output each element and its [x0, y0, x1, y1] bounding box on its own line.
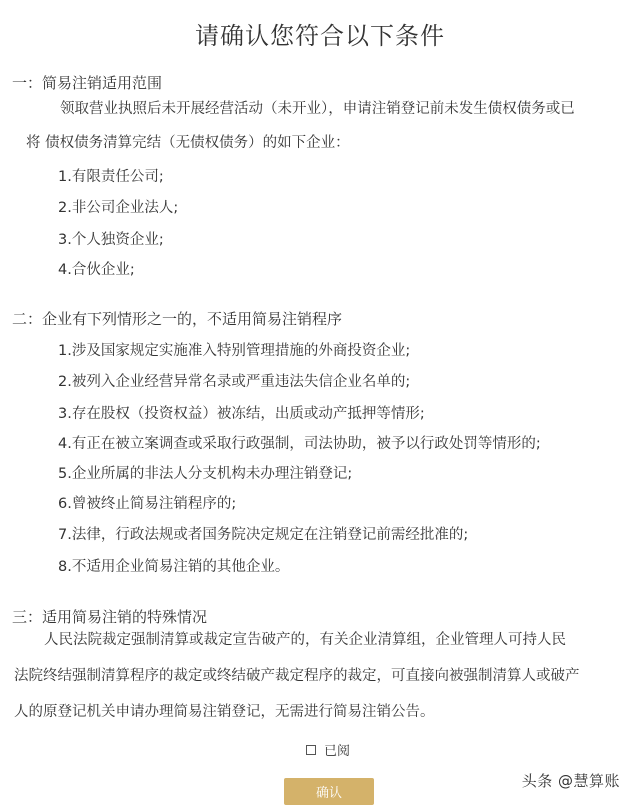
section2-item: 6.曾被终止简易注销程序的;: [58, 496, 237, 512]
section3-line3: 人的原登记机关申请办理简易注销登记，无需进行简易注销公告。: [14, 704, 435, 720]
section2-item: 4.有正在被立案调查或采取行政强制，司法协助，被予以行政处罚等情形的;: [58, 436, 541, 452]
section2-item: 1.涉及国家规定实施准入特别管理措施的外商投资企业;: [58, 343, 411, 359]
section1-intro-line1: 领取营业执照后未开展经营活动（未开业），申请注销登记前未发生债权债务或已: [60, 101, 575, 117]
section2-item: 2.被列入企业经营异常名录或严重违法失信企业名单的;: [58, 374, 411, 390]
section2-item: 3.存在股权（投资权益）被冻结，出质或动产抵押等情形;: [58, 406, 425, 422]
section1-intro-line2: 将 债权债务清算完结（无债权债务）的如下企业：: [26, 135, 350, 151]
agree-checkbox-row[interactable]: [306, 740, 350, 759]
section2-item: 8.不适用企业简易注销的其他企业。: [58, 559, 290, 575]
section3-heading: 三：适用简易注销的特殊情况: [12, 608, 208, 626]
section3-line1: 人民法院裁定强制清算或裁定宣告破产的，有关企业清算组，企业管理人可持人民: [44, 632, 566, 648]
confirm-button[interactable]: 确认: [284, 778, 374, 805]
section1-item: 2.非公司企业法人;: [58, 200, 179, 216]
section1-item: 1.有限责任公司;: [58, 169, 164, 185]
section2-item: 7.法律，行政法规或者国务院决定规定在注销登记前需经批准的;: [58, 527, 469, 543]
section3-line2: 法院终结强制清算程序的裁定或终结破产裁定程序的裁定，可直接向被强制清算人或破产: [14, 668, 580, 684]
page-title: 请确认您符合以下条件: [195, 22, 445, 50]
section2-heading: 二：企业有下列情形之一的，不适用简易注销程序: [12, 310, 343, 328]
watermark: 头条 @慧算账: [521, 772, 620, 790]
agree-checkbox[interactable]: [306, 745, 316, 755]
section1-item: 4.合伙企业;: [58, 262, 135, 278]
agree-label: 已阅: [324, 744, 351, 759]
section1-heading: 一：简易注销适用范围: [12, 74, 163, 92]
section2-item: 5.企业所属的非法人分支机构未办理注销登记;: [58, 466, 353, 482]
section1-item: 3.个人独资企业;: [58, 232, 164, 248]
